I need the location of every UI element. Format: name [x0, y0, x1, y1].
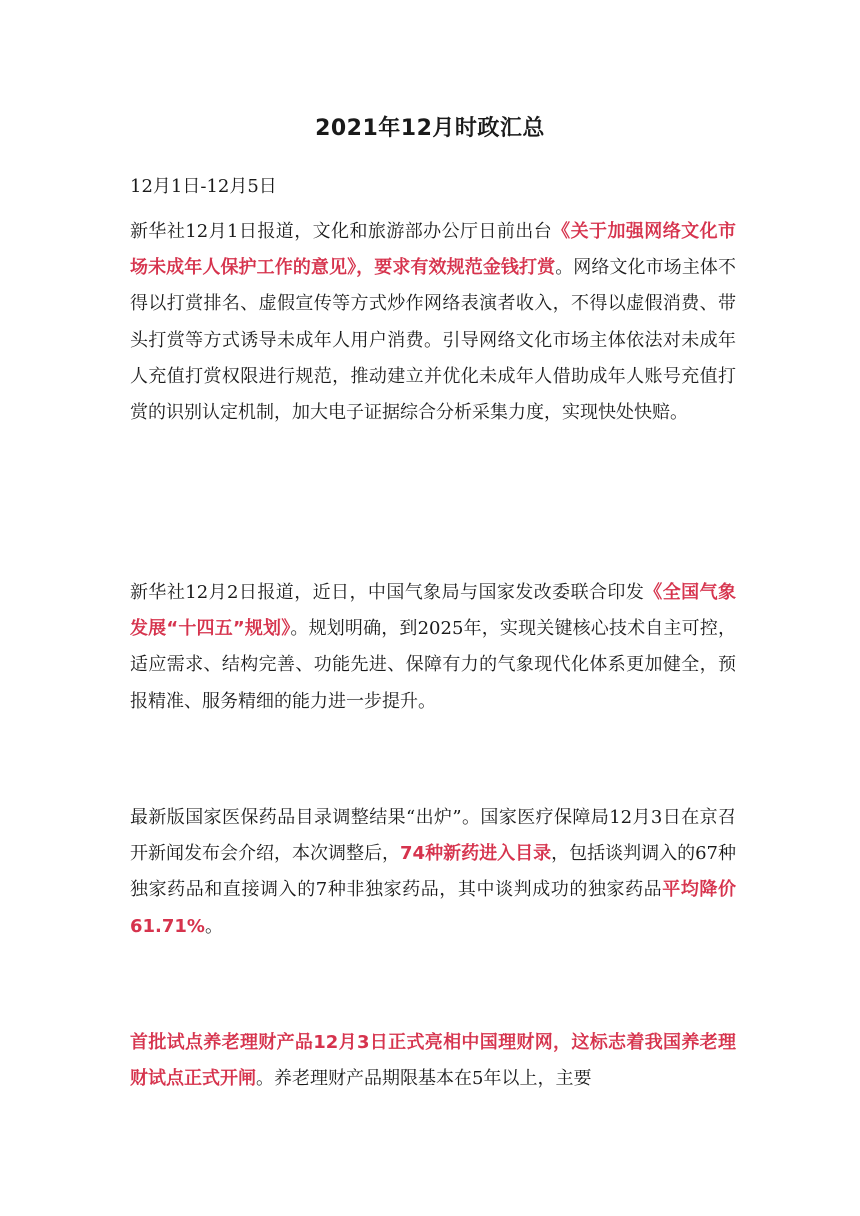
- paragraph-text: 。: [204, 915, 223, 937]
- date-range-heading: 12月1日-12月5日: [130, 176, 277, 197]
- paragraph-text: 。养老理财产品期限基本在5年以上，主要: [256, 1068, 592, 1090]
- news-paragraph-4: [130, 1025, 736, 1097]
- paragraph-text: 最新版国家医保药品目录调整结果“出炉”。国家医疗保障局12月3日在京召开新闻发布会介绍，本次调整后，: [130, 807, 736, 865]
- highlighted-text: 《全国气象发展“十四五”规划》: [130, 582, 737, 640]
- news-paragraph-1: [130, 214, 736, 431]
- paragraph-text: 。网络文化市场主体不得以打赏排名、虚假宣传等方式炒作网络表演者收入，不得以虚假消费、带头打赏等方式诱导未成年人用户消费。引导网络文化市场主体依法对未成年人充值打赏权限进行规范，推动建立并优化未成年人借助成年人账号充值打赏的识别认定机制，加大电子证据综合分析采集力度，实现快处快赔。: [130, 257, 737, 424]
- paragraph-text: 。规划明确，到2025年，实现关键核心技术自主可控，适应需求、结构完善、功能先进、保障有力的气象现代化体系更加健全，预报精准、服务精细的能力进一步提升。: [130, 618, 736, 712]
- highlighted-text: 首批试点养老理财产品12月3日正式亮相中国理财网，这标志着我国养老理财试点正式开闸: [130, 1032, 736, 1090]
- highlighted-text: 平均降价61.71%: [130, 879, 737, 937]
- news-paragraph-2: [130, 575, 736, 720]
- page-title: 2021年12月时政汇总: [315, 116, 545, 141]
- highlighted-text: 74种新药进入目录: [400, 843, 552, 865]
- news-paragraph-3: [130, 800, 736, 945]
- paragraph-text: 新华社12月2日报道，近日，中国气象局与国家发改委联合印发: [130, 582, 645, 603]
- paragraph-text: 新华社12月1日报道，文化和旅游部办公厅日前出台: [130, 221, 553, 242]
- highlighted-text: 《关于加强网络文化市场未成年人保护工作的意见》，要求有效规范金钱打赏: [130, 221, 737, 279]
- paragraph-text: ，包括谈判调入的67种独家药品和直接调入的7种非独家药品，其中谈判成功的独家药品: [130, 843, 736, 901]
